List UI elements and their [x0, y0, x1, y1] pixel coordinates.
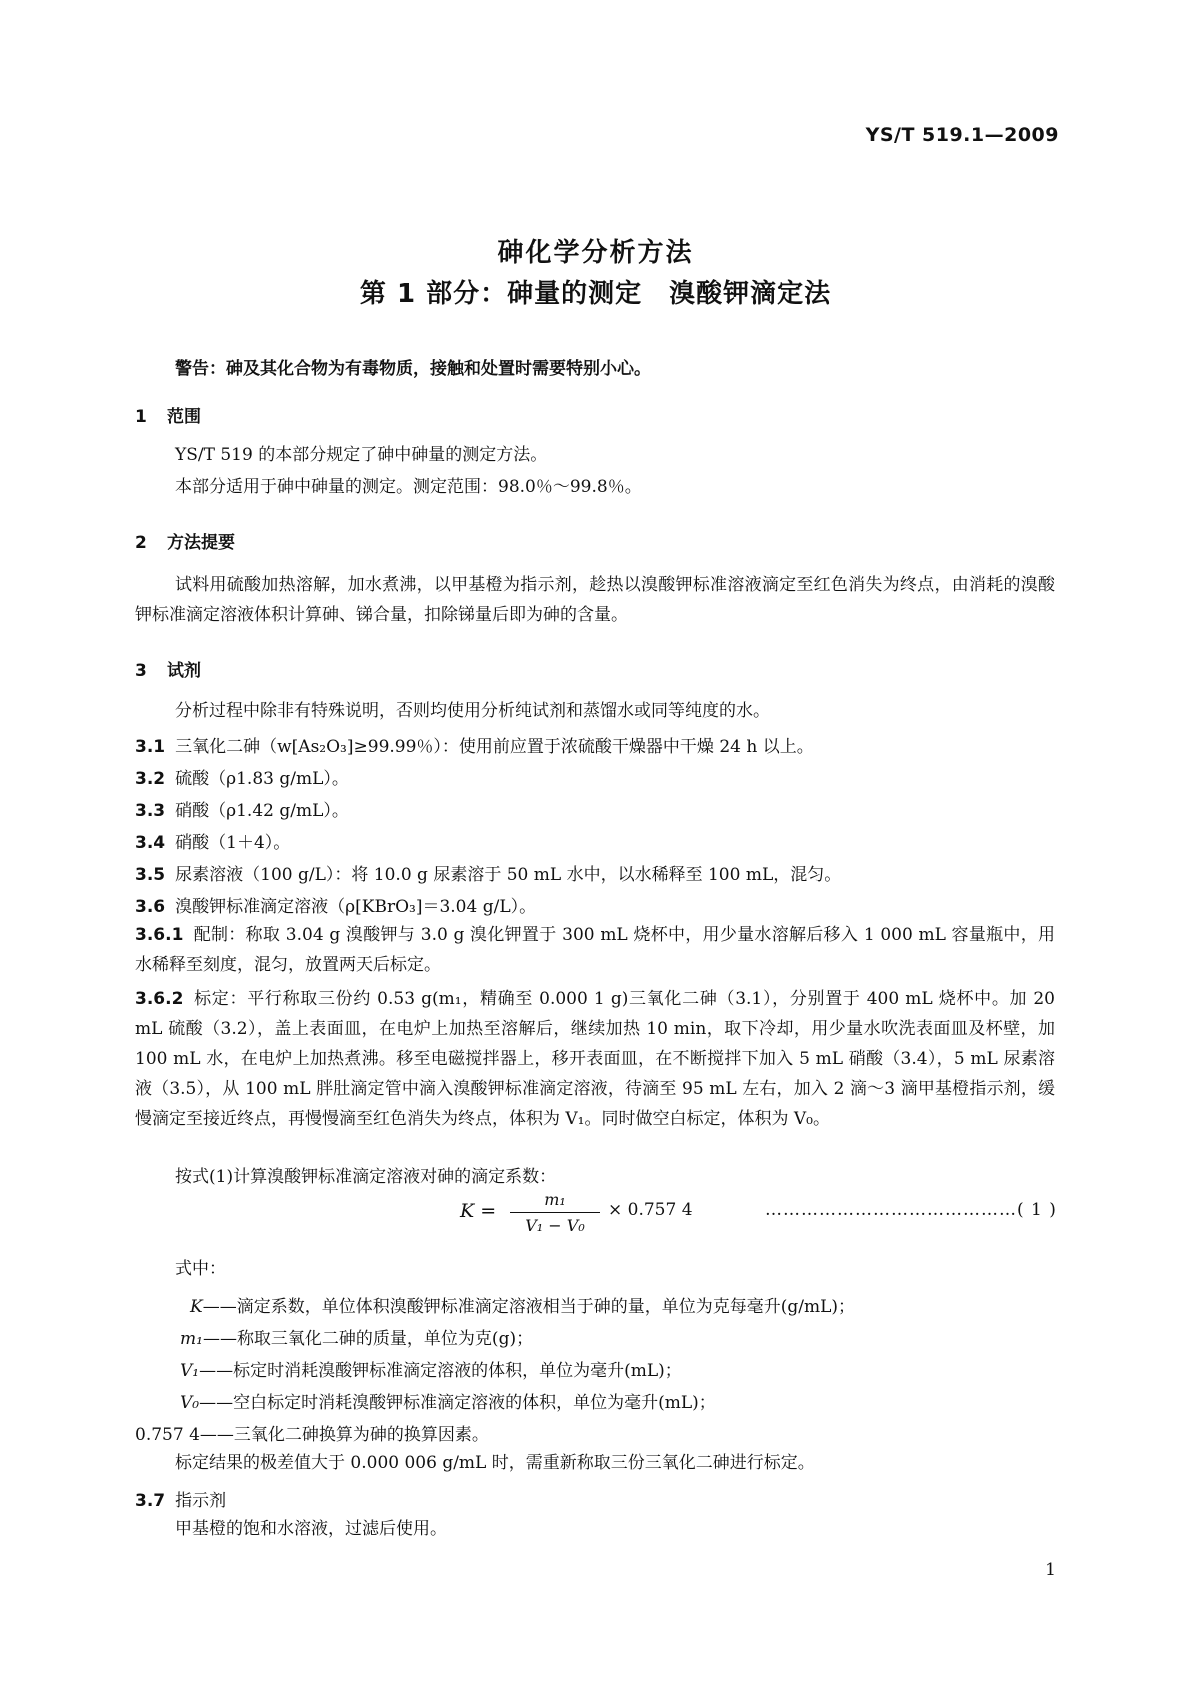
definition-m1 [180, 1324, 533, 1349]
section-2-paragraph: 试料用硫酸加热溶解，加水煮沸，以甲基橙为指示剂，趁热以溴酸钾标准溶液滴定至红色消失为终点，由消耗的溴酸钾标准滴定溶液体积计算砷、锑合量，扣除锑量后即为砷的含量。 [135, 575, 1055, 625]
document-subtitle: 第 1 部分：砷量的测定 溴酸钾滴定法 [359, 279, 832, 309]
formula-leader [765, 1200, 1057, 1220]
definition-v1-symbol: V₁ [180, 1361, 200, 1381]
section-2-heading [135, 528, 235, 553]
item-3-6-number: 3.6 [135, 897, 166, 917]
item-3-4-number: 3.4 [135, 833, 166, 853]
section-2-title: 方法提要 [167, 533, 235, 553]
definition-m1-symbol: m₁ [180, 1329, 203, 1349]
item-3-6-1 [135, 920, 1055, 980]
definition-v0-symbol: V₀ [180, 1393, 200, 1413]
definition-v1 [180, 1356, 682, 1381]
item-3-6-1-number: 3.6.1 [135, 925, 184, 945]
definition-factor [135, 1420, 489, 1445]
item-3-7-number: 3.7 [135, 1491, 166, 1511]
item-3-2-number: 3.2 [135, 769, 166, 789]
section-1-paragraph-1: YS/T 519 的本部分规定了砷中砷量的测定方法。 [175, 445, 548, 465]
formula-numerator: m₁ [544, 1190, 566, 1209]
item-3-4 [135, 828, 290, 853]
calibration-note: 标定结果的极差值大于 0.000 006 g/mL 时，需重新称取三份三氧化二砷进行标定。 [175, 1453, 815, 1473]
item-3-6-2-number: 3.6.2 [135, 989, 184, 1009]
formula-fraction [510, 1190, 600, 1235]
section-1-title: 范围 [167, 407, 201, 427]
definition-m1-text: ——称取三氧化二砷的质量，单位为克(g)； [202, 1329, 534, 1349]
formula-equation-number: ( 1 ) [1017, 1200, 1057, 1220]
page-number: 1 [1045, 1560, 1056, 1580]
section-3-number: 3 [135, 661, 147, 681]
warning-text: 警告：砷及其化合物为有毒物质，接触和处置时需要特别小心。 [175, 359, 651, 379]
section-3-heading [135, 656, 201, 681]
definition-k-text: ——滴定系数，单位体积溴酸钾标准滴定溶液相当于砷的量，单位为克每毫升(g/mL)； [202, 1297, 855, 1317]
item-3-2-text: 硫酸（ρ1.83 g/mL）。 [175, 769, 349, 789]
section-1-paragraph-2: 本部分适用于砷中砷量的测定。测定范围：98.0％～99.8％。 [175, 477, 642, 497]
item-3-6-1-text: 配制：称取 3.04 g 溴酸钾与 3.0 g 溴化钾置于 300 mL 烧杯中，用少量水溶解后移入 1 000 mL 容量瓶中，用水稀释至刻度，混匀，放置两天后标定。 [135, 925, 1055, 975]
item-3-5-text: 尿素溶液（100 g/L）：将 10.0 g 尿素溶于 50 mL 水中，以水稀释至 100 mL，混匀。 [175, 865, 842, 885]
formula-denominator: V₁ − V₀ [525, 1216, 585, 1235]
definition-v1-text: ——标定时消耗溴酸钾标准滴定溶液的体积，单位为毫升(mL)； [199, 1361, 682, 1381]
formula-lhs: K = [460, 1200, 497, 1222]
item-3-3-text: 硝酸（ρ1.42 g/mL）。 [175, 801, 349, 821]
item-3-2 [135, 764, 349, 789]
document-title: 砷化学分析方法 [497, 238, 694, 268]
formula-factor: × 0.757 4 [608, 1200, 693, 1220]
item-3-1 [135, 732, 814, 757]
item-3-5 [135, 860, 841, 885]
item-3-1-text: 三氧化二砷（w[As₂O₃]≥99.99％）：使用前应置于浓硫酸干燥器中干燥 24 h 以上。 [175, 737, 814, 757]
definition-factor-text: ——三氧化二砷换算为砷的换算因素。 [199, 1425, 489, 1445]
definition-factor-symbol: 0.757 4 [135, 1425, 200, 1445]
definition-k-symbol: K [190, 1297, 203, 1317]
where-label: 式中： [175, 1259, 226, 1279]
item-3-7 [135, 1486, 226, 1511]
definition-v0-text: ——空白标定时消耗溴酸钾标准滴定溶液的体积，单位为毫升(mL)； [199, 1393, 716, 1413]
formula-dots: …………………………………… [765, 1200, 1017, 1220]
item-3-6 [135, 892, 536, 917]
fraction-bar [510, 1212, 600, 1213]
item-3-1-number: 3.1 [135, 737, 166, 757]
item-3-3 [135, 796, 349, 821]
section-1-number: 1 [135, 407, 147, 427]
item-3-6-2-text: 标定：平行称取三份约 0.53 g(m₁，精确至 0.000 1 g)三氧化二砷（3.1），分别置于 400 mL 烧杯中。加 20 mL 硫酸（3.2），盖上表面皿，在电炉上加热至溶解后，继续加热 10 min，取下冷却，用少量水吹洗表面皿及杯壁，加 100 mL 水，在电炉上加热煮沸。移至电磁搅拌器上，移开表面皿，在不断搅拌下加入 5 mL 硝酸（3.4），5 mL 尿素溶液（3.5），从 100 mL 胖肚滴定管中滴入溴酸钾标准滴定溶液，待滴至 95 mL 左右，加入 2 滴～3 滴甲基橙指示剂，缓慢滴定至接近终点，再慢慢滴至红色消失为终点，体积为 V₁。同时做空白标定，体积为 V₀。 [135, 989, 1055, 1129]
item-3-6-text: 溴酸钾标准滴定溶液（ρ[KBrO₃]＝3.04 g/L）。 [175, 897, 537, 917]
item-3-5-number: 3.5 [135, 865, 166, 885]
section-1-heading [135, 402, 201, 427]
definition-v0 [180, 1388, 716, 1413]
item-3-3-number: 3.3 [135, 801, 166, 821]
section-3-intro: 分析过程中除非有特殊说明，否则均使用分析纯试剂和蒸馏水或同等纯度的水。 [175, 701, 770, 721]
section-3-title: 试剂 [167, 661, 201, 681]
section-2-number: 2 [135, 533, 147, 553]
formula-intro: 按式(1)计算溴酸钾标准滴定溶液对砷的滴定系数： [175, 1167, 557, 1187]
item-3-4-text: 硝酸（1＋4）。 [175, 833, 291, 853]
standard-code: YS/T 519.1—2009 [865, 124, 1059, 146]
item-3-6-2 [135, 984, 1055, 1134]
item-3-7-text: 指示剂 [175, 1491, 227, 1511]
definition-k [190, 1292, 855, 1317]
item-3-7-description: 甲基橙的饱和水溶液，过滤后使用。 [175, 1519, 447, 1539]
